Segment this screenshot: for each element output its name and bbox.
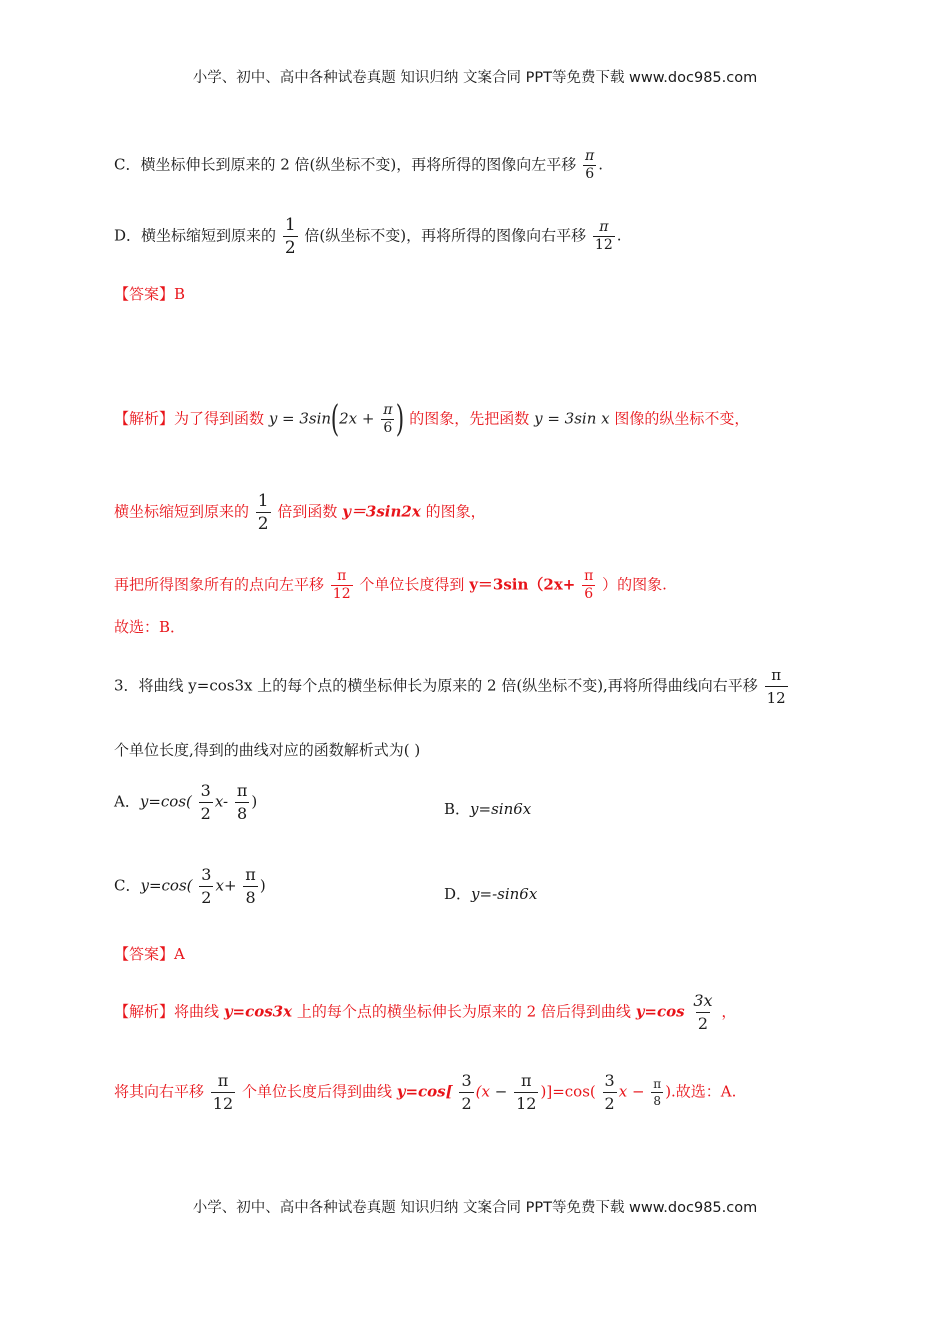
q3-explanation-line-1: 【解析】将曲线 y=cos3x 上的每个点的横坐标伸长为原来的 2 倍后得到曲线 y=cos $\frac{3x}{2}$ ，	[114, 991, 737, 1033]
q2-explanation-line-2: 横坐标缩短到原来的 $\frac{1}{2}$ 倍到函数 y＝3sin2x 的图象，	[114, 491, 486, 534]
fraction: $\frac{\pi}{12}$	[516, 1071, 537, 1113]
fraction: $\frac{\pi}{6}$	[584, 568, 594, 602]
fraction: $\frac{\pi}{12}$	[332, 568, 351, 602]
fraction: $\frac{3}{2}$	[604, 1071, 615, 1113]
q3-option-a: A．y=cos( $\frac{3}{2}$ x- $\frac{\pi}{8}$ )	[114, 781, 258, 823]
page-footer: 小学、初中、高中各种试卷真题 知识归纳 文案合同 PPT等免费下载 www.doc985.com	[192, 1200, 758, 1216]
q2-conclusion: 故选：B．	[114, 618, 186, 636]
fraction: $\frac{3x}{2}$	[693, 991, 713, 1033]
fraction: $\frac{\pi}{6}$	[585, 148, 595, 182]
q2-option-d: D．横坐标缩短到原来的 $\frac{1}{2}$ 倍(纵坐标不变)，再将所得的图像向右平移 $\frac{\pi}{12}$ .	[114, 215, 622, 258]
q3-option-c: C．y=cos( $\frac{3}{2}$ x+ $\frac{\pi}{8}$ )	[114, 865, 266, 907]
fraction: $\frac{\pi}{8}$	[653, 1077, 662, 1108]
q3-stem-line-1: 3．将曲线 y=cos3x 上的每个点的横坐标伸长为原来的 2 倍(纵坐标不变),再将所得曲线向右平移 $\frac{\pi}{12}$	[114, 666, 786, 707]
fraction: $\frac{\pi}{6}$	[383, 402, 393, 436]
fraction: $\frac{3}{2}$	[201, 865, 212, 907]
q2-explanation-line-1: 【解析】为了得到函数 y = 3sin(2x + $\frac{\pi}{6}$ ) 的图象，先把函数 y = 3sin x 图像的纵坐标不变，	[114, 398, 750, 440]
q2-answer: 【答案】B	[114, 285, 186, 303]
q2-option-c: C．横坐标伸长到原来的 2 倍(纵坐标不变)，再将所得的图像向左平移 $\frac{\pi}{6}$ .	[114, 148, 604, 182]
fraction: $\frac{\pi}{8}$	[236, 781, 248, 823]
page-header: 小学、初中、高中各种试卷真题 知识归纳 文案合同 PPT等免费下载 www.doc985.com	[192, 70, 758, 86]
q3-option-b: B．y=sin6x	[444, 800, 532, 818]
q3-stem-line-2: 个单位长度,得到的曲线对应的函数解析式为( )	[114, 741, 421, 759]
fraction: $\frac{\pi}{12}$	[594, 219, 613, 253]
fraction: $\frac{1}{2}$	[284, 215, 296, 258]
fraction: $\frac{\pi}{8}$	[245, 865, 256, 907]
q3-explanation-line-2: 将其向右平移 $\frac{\pi}{12}$ 个单位长度后得到曲线 y=cos[ $\frac{3}{2}$ (x − $\frac{\pi}{12}$ )]=cos( $\frac{3}{2}$ x − $\frac{\pi}{8}$ ).故选：A.	[114, 1071, 737, 1113]
fraction: $\frac{\pi}{12}$	[766, 666, 786, 707]
fraction: $\frac{3}{2}$	[200, 781, 211, 823]
fraction: $\frac{\pi}{12}$	[212, 1071, 234, 1113]
fraction: $\frac{1}{2}$	[257, 491, 269, 534]
q2-explanation-line-3: 再把所得图象所有的点向左平移 $\frac{\pi}{12}$ 个单位长度得到 y＝3sin（2x+ $\frac{\pi}{6}$ ）的图象.	[114, 568, 667, 602]
q3-option-d: D．y=-sin6x	[444, 885, 538, 903]
fraction: $\frac{3}{2}$	[461, 1071, 472, 1113]
q3-answer: 【答案】A	[114, 945, 185, 963]
